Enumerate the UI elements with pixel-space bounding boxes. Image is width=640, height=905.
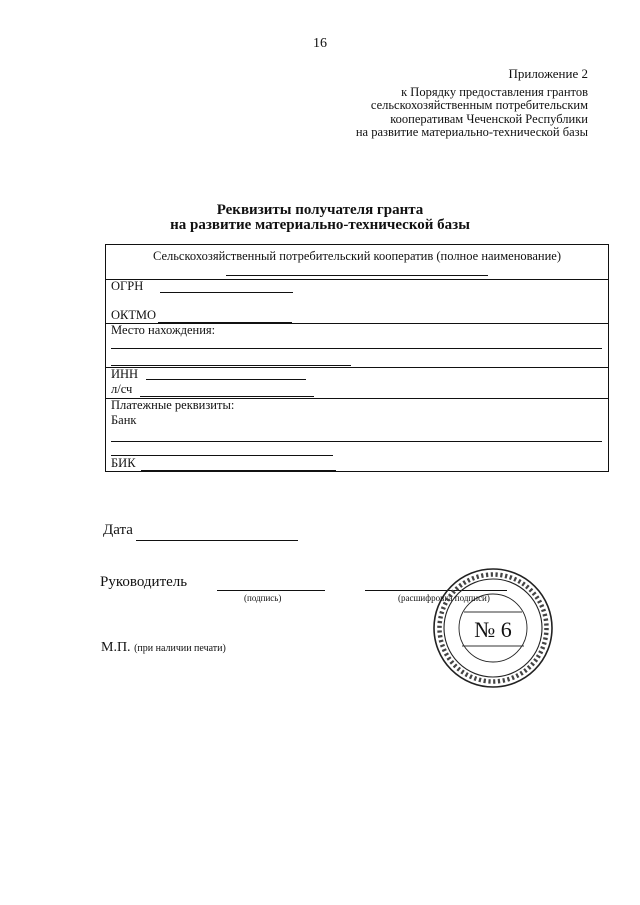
registration-section: [106, 279, 608, 324]
bank-label: Банк: [111, 413, 137, 427]
bank-field-line-2[interactable]: [111, 455, 333, 456]
date-label: Дата: [103, 522, 133, 538]
location-section: [106, 323, 608, 368]
location-field-line-1[interactable]: [111, 348, 602, 349]
appendix-title: Приложение 2: [508, 66, 588, 81]
stamp-number: № 6: [474, 617, 512, 642]
appendix-reference: [356, 86, 588, 140]
stamp-graphic: [431, 566, 555, 690]
inn-label: ИНН: [111, 367, 139, 381]
payment-label: Платежные реквизиты:: [111, 398, 235, 412]
document-title: [0, 203, 640, 233]
title-line-2: на развитие материально-технической базы: [170, 217, 470, 233]
seal-place: [101, 640, 226, 656]
location-field-line-2[interactable]: [111, 365, 351, 366]
location-label: Место нахождения:: [111, 323, 216, 337]
oktmo-label: ОКТМО: [111, 308, 156, 322]
bik-field[interactable]: [141, 470, 336, 471]
bik-label: БИК: [111, 456, 136, 470]
coop-name-label: Сельскохозяйственный потребительский кооператив (полное наименование): [152, 249, 562, 263]
ogrn-label: ОГРН: [111, 279, 144, 293]
head-label: Руководитель: [100, 574, 188, 590]
bank-field-line-1[interactable]: [111, 441, 602, 442]
seal-label: М.П.: [101, 640, 131, 655]
tax-section: [106, 367, 608, 399]
account-label: л/сч: [111, 382, 133, 396]
signature-caption: (подпись): [244, 593, 282, 603]
transcript-caption: (расшифровка подписи): [398, 593, 490, 603]
appendix-line: сельскохозяйственным потребительским: [370, 98, 588, 113]
coop-name-section: [106, 245, 608, 280]
seal-note: (при наличии печати): [134, 643, 226, 654]
page-number: 16: [313, 36, 327, 51]
signature-field[interactable]: [217, 590, 325, 591]
title-line-1: Реквизиты получателя гранта: [216, 202, 424, 218]
appendix-line: кооперативам Чеченской Республики: [390, 111, 588, 126]
account-field[interactable]: [140, 396, 314, 397]
ogrn-field[interactable]: [160, 292, 293, 293]
inn-field[interactable]: [146, 379, 306, 380]
payment-section: [106, 398, 608, 471]
round-stamp: [431, 566, 555, 690]
coop-name-field[interactable]: [226, 275, 488, 276]
date-field[interactable]: [136, 540, 298, 541]
appendix-line: к Порядку предоставления грантов: [401, 85, 588, 99]
requisites-form: [105, 244, 609, 472]
appendix-line: на развитие материально-технической базы: [355, 125, 588, 140]
